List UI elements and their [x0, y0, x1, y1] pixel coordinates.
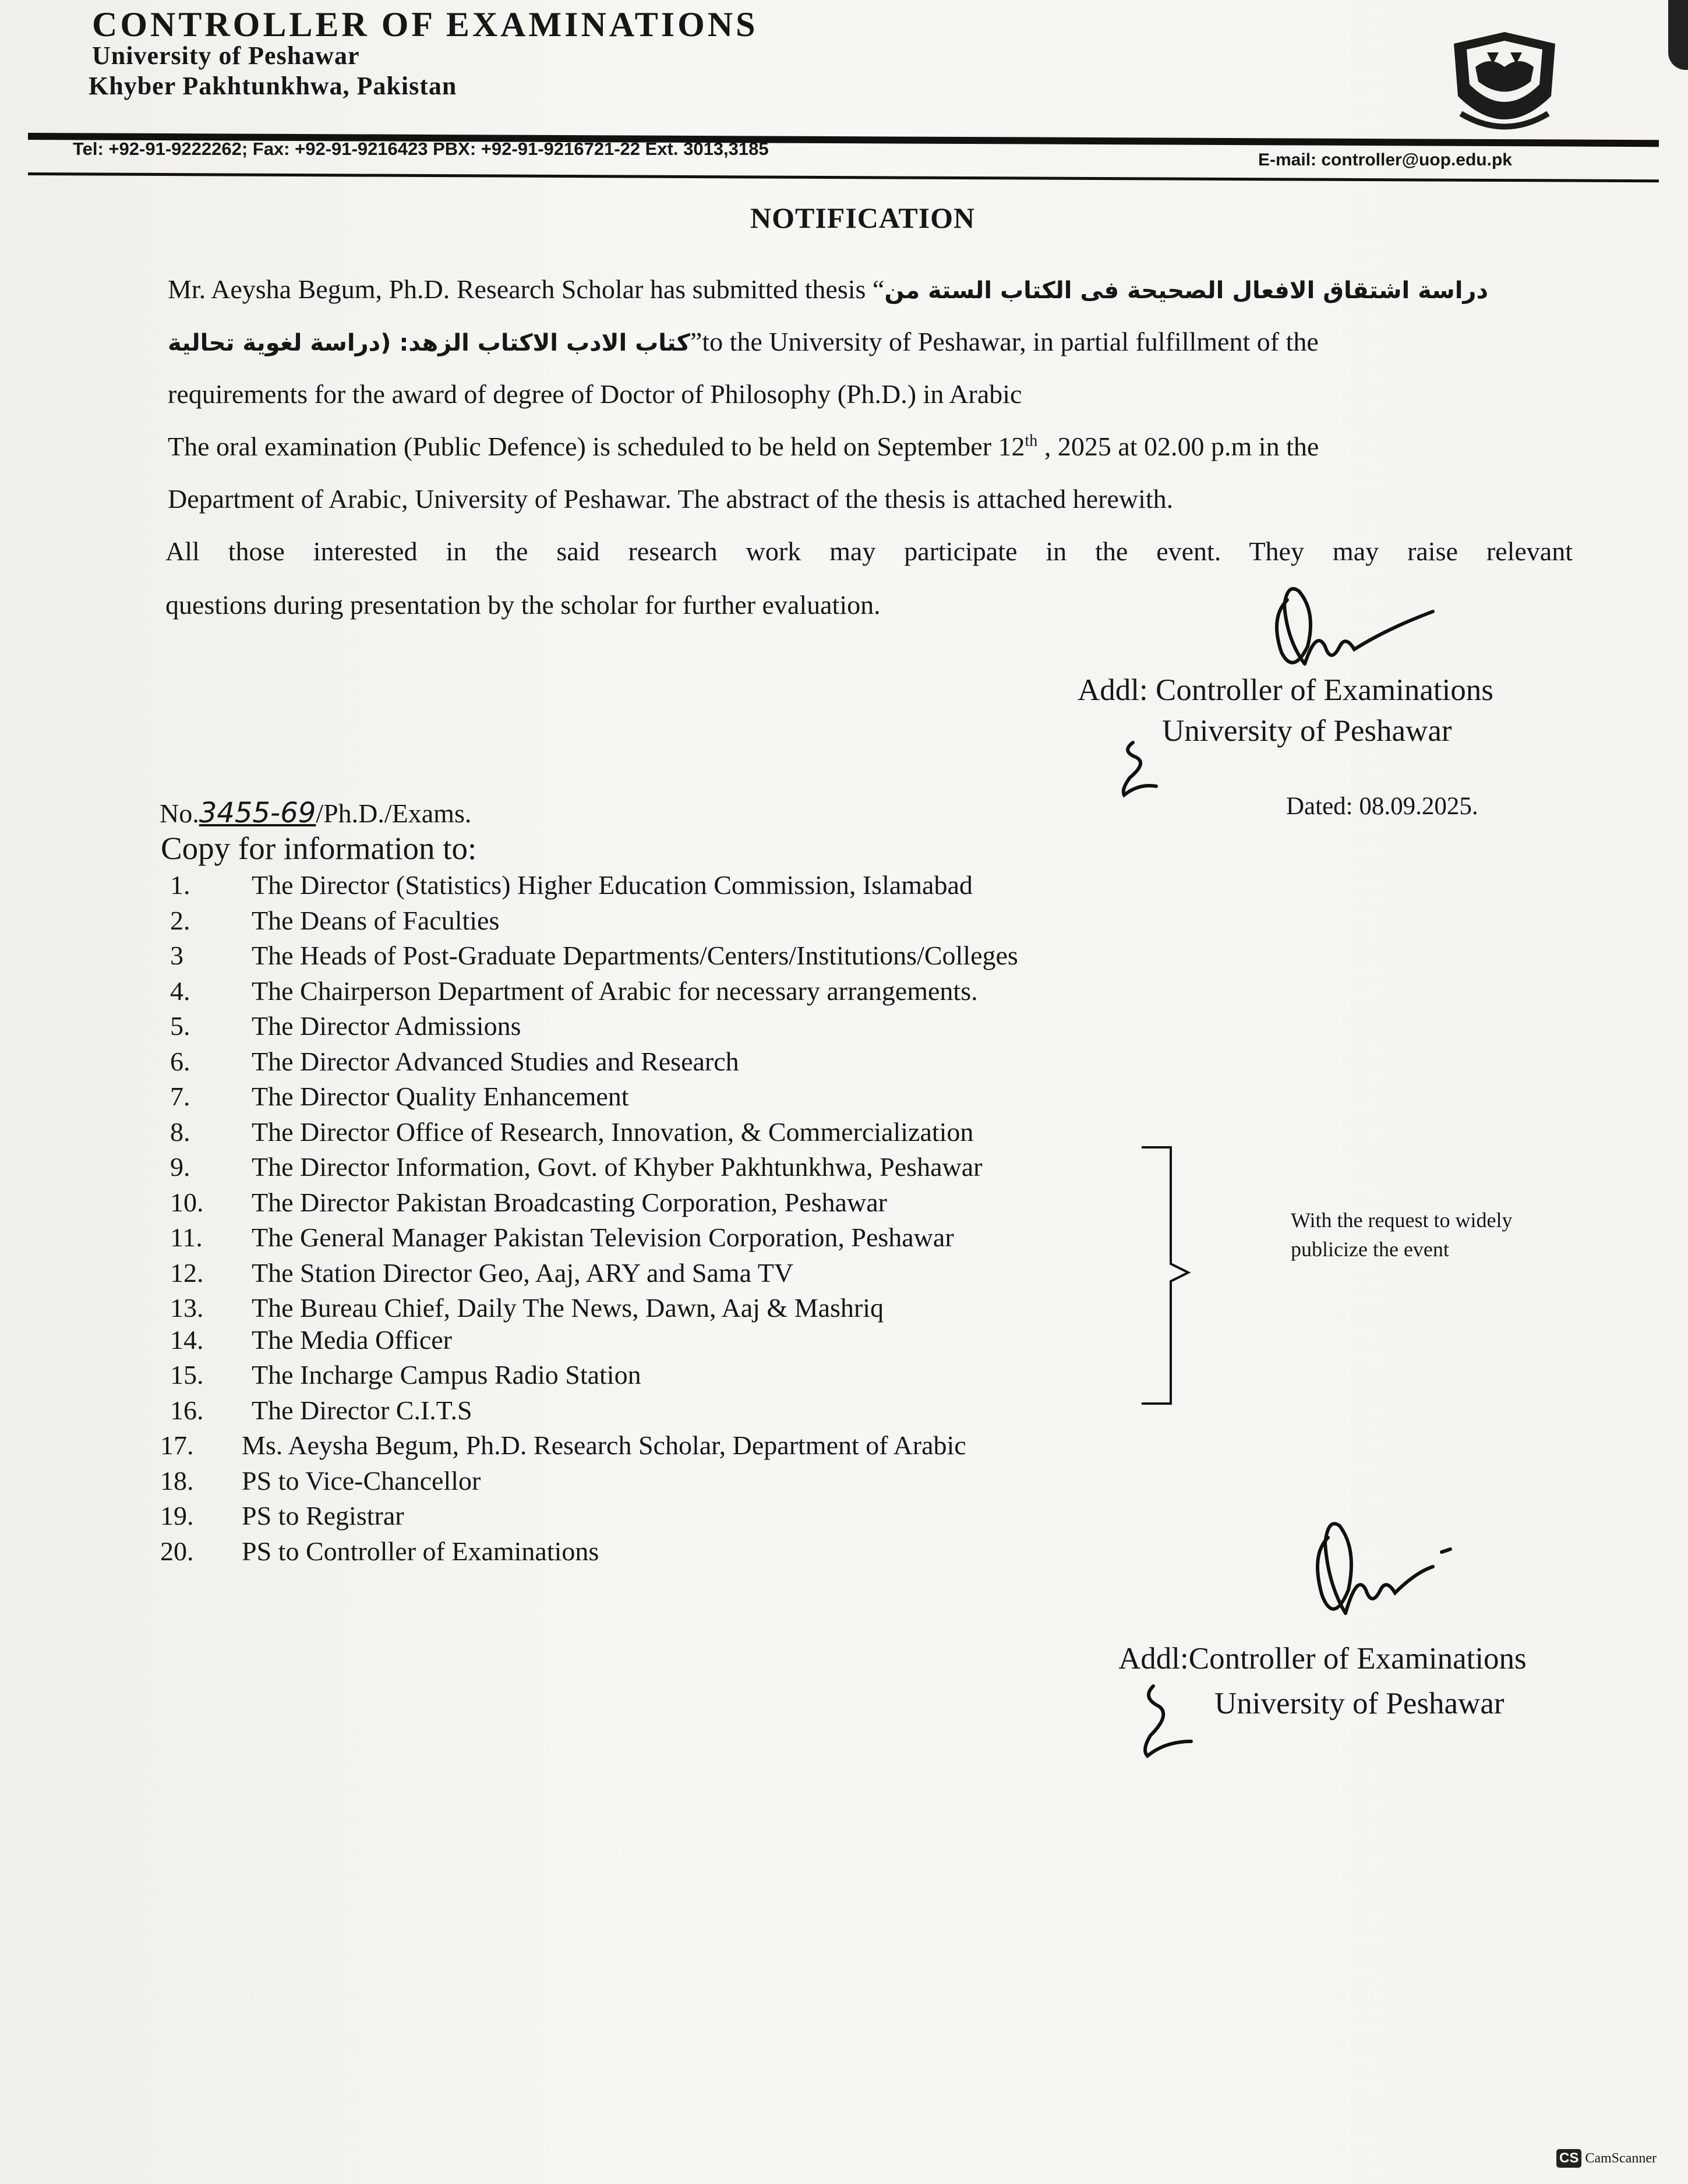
copy-list-number: 18.: [160, 1466, 194, 1496]
brace-bracket: [1136, 1142, 1217, 1409]
copy-list-text: PS to Registrar: [242, 1501, 404, 1531]
signature-scribble-2: [1293, 1508, 1468, 1648]
letterhead-university: University of Peshawar: [92, 41, 360, 70]
thesis-title-arabic-part-1: دراسة اشتقاق الافعال الصحيحة فى الكتاب الستة من: [884, 277, 1488, 304]
copy-list-text: The Heads of Post-Graduate Departments/Centers/Institutions/Colleges: [252, 941, 1018, 970]
copy-list-number: 1.: [170, 870, 190, 900]
copy-list-text: PS to Vice-Chancellor: [242, 1466, 481, 1496]
reference-number: [160, 797, 471, 829]
body-line-2: [168, 326, 1572, 357]
issue-date: Dated: 08.09.2025.: [1286, 793, 1478, 820]
copy-list-item: [170, 1187, 887, 1218]
copy-list-number: 17.: [160, 1430, 194, 1460]
copy-list-number: 15.: [170, 1360, 204, 1390]
copy-list-number: 19.: [160, 1501, 194, 1531]
body-line-1: [168, 274, 1572, 305]
signatory-org-2: University of Peshawar: [1214, 1687, 1505, 1720]
copy-list-item: [170, 1116, 973, 1147]
copy-list-item: [170, 1222, 954, 1253]
copy-list-text: PS to Controller of Examinations: [242, 1536, 599, 1566]
brace-remark: With the request to widely publicize the event: [1291, 1208, 1513, 1261]
copy-list-text: The Director Pakistan Broadcasting Corporation, Peshawar: [252, 1188, 887, 1217]
copy-list-number: 4.: [170, 976, 190, 1006]
signatory-title-2: Addl:Controller of Examinations: [1118, 1642, 1527, 1676]
camscanner-label: CamScanner: [1585, 2151, 1657, 2166]
copy-list-text: The Media Officer: [252, 1325, 452, 1355]
copy-list-item: [160, 1465, 481, 1496]
body-line-4-start: The oral examination (Public Defence) is scheduled to be held on September 12: [168, 432, 1025, 461]
body-line-4: [168, 431, 1572, 462]
copy-list-number: 16.: [170, 1395, 204, 1425]
copy-list-number: 5.: [170, 1011, 190, 1041]
copy-list-item: [170, 1257, 793, 1288]
copy-list-text: The General Manager Pakistan Television Corporation, Peshawar: [252, 1222, 954, 1252]
copy-list-item: [160, 1430, 966, 1461]
copy-list-item: [170, 976, 978, 1006]
signatory-org-1: University of Peshawar: [1162, 714, 1452, 748]
copy-list-number: 2.: [170, 906, 190, 935]
camscanner-watermark: [1556, 2149, 1657, 2168]
body-line-5: Department of Arabic, University of Peshawar. The abstract of the thesis is attached herewith.: [168, 484, 1174, 514]
copy-list-item: [170, 940, 1018, 971]
letterhead-contact: Tel: +92-91-9222262; Fax: +92-91-9216423 PBX: +92-91-9216721-22 Ext. 3013,3185: [73, 139, 769, 159]
copy-list-text: The Bureau Chief, Daily The News, Dawn, Aaj & Mashriq: [252, 1293, 884, 1323]
copy-list-text: The Director Advanced Studies and Research: [252, 1047, 739, 1076]
copy-list-text: The Station Director Geo, Aaj, ARY and Sama TV: [252, 1258, 794, 1288]
copy-list-text: The Director Admissions: [252, 1011, 521, 1041]
thesis-title-arabic-part-2: كتاب الادب الاكتاب الزهد: (دراسة لغوية تحالية: [168, 330, 690, 356]
copy-list-item: [170, 1081, 629, 1112]
initial-mark-2: [1136, 1680, 1200, 1762]
copy-list-text: The Chairperson Department of Arabic for necessary arrangements.: [252, 976, 978, 1006]
copy-list-number: 14.: [170, 1325, 204, 1355]
page-edge-shadow: [1668, 0, 1688, 70]
copy-list-item: [170, 905, 499, 936]
body-line-6: All those interested in the said research work may participate in the event. They may raise relevant: [165, 536, 1573, 566]
camscanner-logo-icon: CS: [1556, 2149, 1581, 2168]
copy-list-item: [160, 1500, 404, 1531]
body-line-4-end: , 2025 at 02.00 p.m in the: [1037, 432, 1319, 461]
copy-list-number: 3: [170, 941, 183, 970]
copy-list-text: The Incharge Campus Radio Station: [252, 1360, 641, 1390]
copy-list-item: [170, 1324, 452, 1355]
copy-list-heading: Copy for information to:: [161, 831, 477, 866]
copy-list-item: [170, 1292, 884, 1323]
body-line-7: questions during presentation by the scholar for further evaluation.: [165, 590, 881, 620]
copy-list-text: The Director Office of Research, Innovation, & Commercialization: [252, 1117, 974, 1147]
letterhead-title: CONTROLLER OF EXAMINATIONS: [92, 5, 758, 44]
signatory-title-1: Addl: Controller of Examinations: [1078, 673, 1493, 707]
copy-list-item: [170, 1010, 521, 1041]
initial-mark-1: [1115, 737, 1162, 801]
copy-list-text: The Deans of Faculties: [252, 906, 500, 935]
reference-handwritten-number: 3455-69: [199, 797, 316, 829]
copy-list-item: [170, 1395, 472, 1426]
copy-list-number: 7.: [170, 1082, 190, 1111]
copy-list-item: [170, 870, 973, 900]
reference-suffix: /Ph.D./Exams.: [316, 798, 472, 828]
copy-list-text: The Director (Statistics) Higher Education Commission, Islamabad: [252, 870, 973, 900]
copy-list-text: The Director Quality Enhancement: [252, 1082, 629, 1111]
copy-list-number: 10.: [170, 1188, 204, 1217]
copy-list-number: 12.: [170, 1258, 204, 1288]
university-crest-logo: [1443, 26, 1566, 140]
copy-list-item: [170, 1359, 641, 1390]
copy-list-number: 11.: [170, 1222, 203, 1252]
copy-list-number: 9.: [170, 1152, 190, 1182]
copy-list-number: 8.: [170, 1117, 190, 1147]
body-line-2-english: ”to the University of Peshawar, in partial fulfillment of the: [690, 327, 1319, 356]
copy-list-number: 13.: [170, 1293, 204, 1323]
copy-list-text: Ms. Aeysha Begum, Ph.D. Research Scholar, Department of Arabic: [242, 1430, 966, 1460]
notification-heading: NOTIFICATION: [750, 202, 976, 234]
body-line-3: requirements for the award of degree of Doctor of Philosophy (Ph.D.) in Arabic: [168, 379, 1022, 409]
copy-list-text: The Director Information, Govt. of Khyber Pakhtunkhwa, Peshawar: [252, 1152, 983, 1182]
body-line-1-english: Mr. Aeysha Begum, Ph.D. Research Scholar has submitted thesis “: [168, 274, 885, 304]
date-ordinal-suffix: th: [1025, 432, 1038, 450]
reference-prefix: No.: [160, 798, 199, 828]
copy-list-number: 6.: [170, 1047, 190, 1076]
copy-list-item: [170, 1046, 739, 1077]
letterhead-email: E-mail: controller@uop.edu.pk: [1258, 150, 1512, 169]
copy-list-text: The Director C.I.T.S: [252, 1395, 472, 1425]
copy-list-number: 20.: [160, 1536, 194, 1566]
copy-list-item: [160, 1536, 599, 1567]
copy-list-item: [170, 1151, 982, 1182]
letterhead-province: Khyber Pakhtunkhwa, Pakistan: [89, 72, 457, 100]
